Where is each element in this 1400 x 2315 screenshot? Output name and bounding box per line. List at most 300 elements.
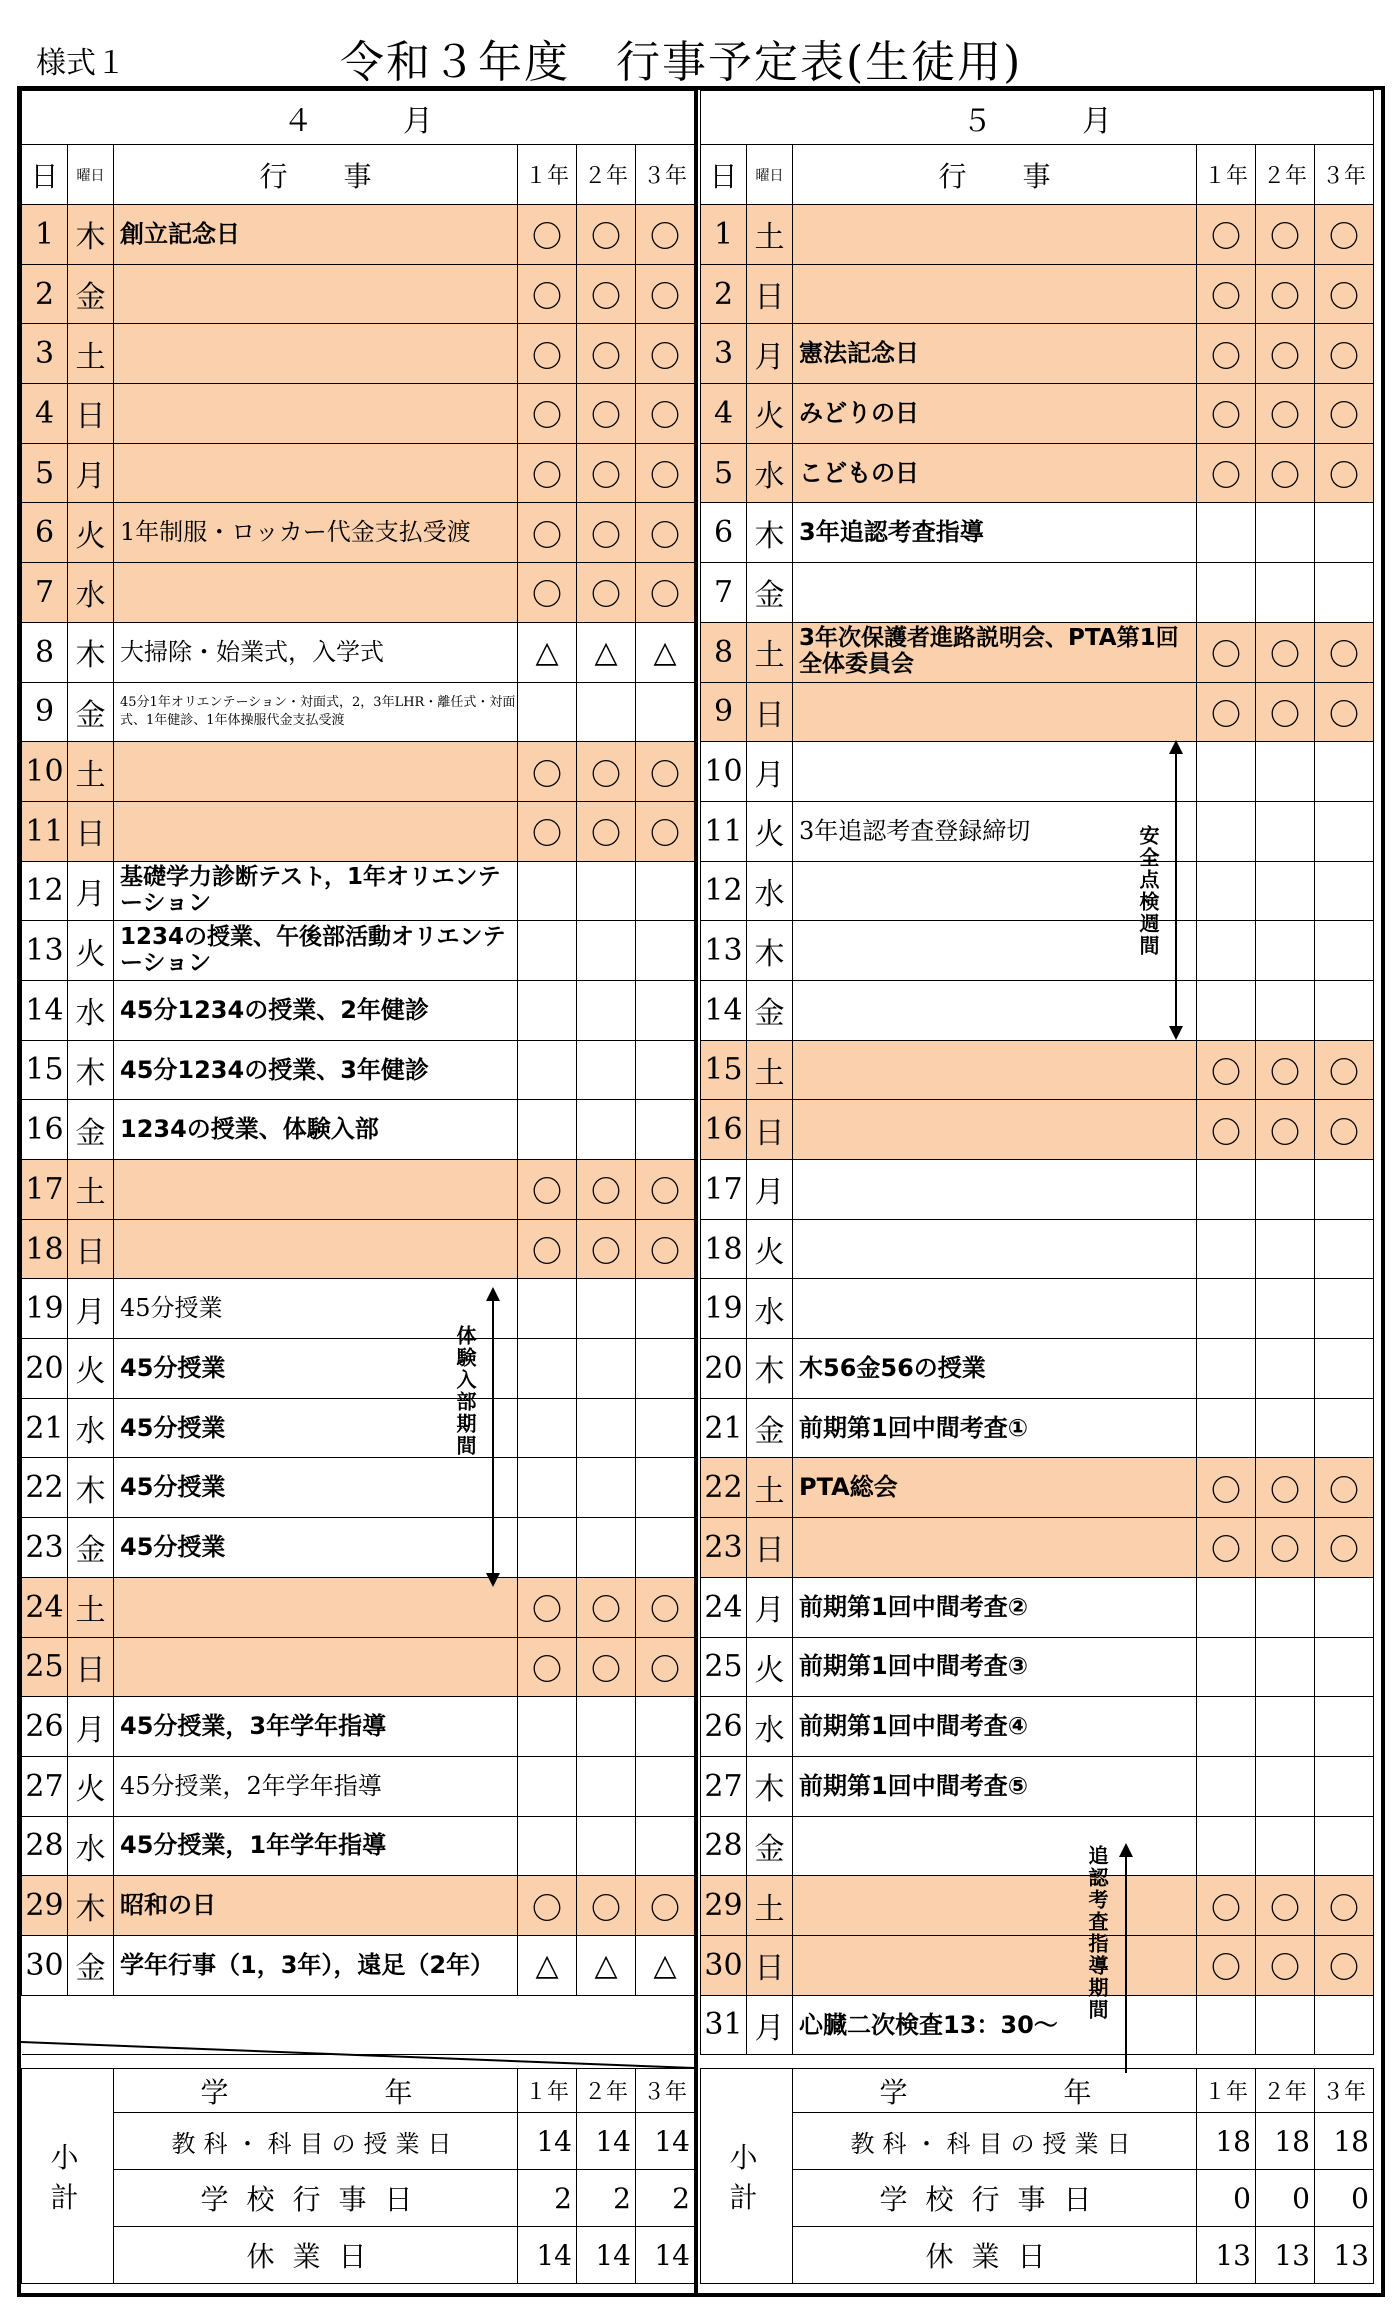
day-row (22, 205, 695, 265)
day-row (22, 563, 695, 623)
summary-value: 13 (1197, 2227, 1256, 2284)
grade2-mark: 〇 (577, 503, 636, 563)
event-text: 45分授業 (114, 1339, 518, 1399)
day-number: 25 (22, 1637, 68, 1697)
subtotal-label: 小 計 (701, 2069, 793, 2284)
weekday: 月 (68, 443, 114, 503)
day-number: 1 (22, 205, 68, 265)
grade2-header: ２年 (1256, 145, 1315, 205)
day-number: 27 (701, 1756, 747, 1816)
weekday: 水 (747, 1279, 793, 1339)
event-text: 45分1234の授業、2年健診 (114, 980, 518, 1040)
grade3-mark (636, 1100, 695, 1160)
grade1-mark: 〇 (1197, 205, 1256, 265)
event-text: こどもの日 (793, 443, 1197, 503)
weekday: 木 (747, 921, 793, 981)
summary-value: 14 (577, 2113, 636, 2170)
grade2-mark: 〇 (577, 205, 636, 265)
grade1-mark: 〇 (1197, 1935, 1256, 1995)
day-header: 日 (22, 145, 68, 205)
grade1-mark (1197, 1398, 1256, 1458)
grade2-mark: 〇 (577, 1876, 636, 1936)
day-row (701, 1756, 1374, 1816)
day-row (701, 1339, 1374, 1399)
day-row (22, 1756, 695, 1816)
grade1-mark (1197, 921, 1256, 981)
day-number: 4 (22, 384, 68, 444)
weekday: 金 (747, 1816, 793, 1876)
safety-week-label: 安全点検週間 (1136, 825, 1160, 957)
trial-club-period-label: 体験入部期間 (453, 1325, 477, 1457)
day-number: 7 (701, 563, 747, 623)
grade2-mark: 〇 (1256, 264, 1315, 324)
day-number: 30 (22, 1935, 68, 1995)
grade3-mark (636, 1756, 695, 1816)
summary-value: 13 (1256, 2227, 1315, 2284)
day-row (22, 1458, 695, 1518)
event-text (793, 682, 1197, 742)
grade2-mark: △ (577, 622, 636, 682)
day-number: 17 (22, 1160, 68, 1220)
weekday: 日 (747, 682, 793, 742)
event-text (793, 1219, 1197, 1279)
day-number: 3 (701, 324, 747, 384)
day-number: 24 (22, 1577, 68, 1637)
summary-row-label: 教科・科目の授業日 (114, 2113, 518, 2170)
grade2-mark: 〇 (577, 1219, 636, 1279)
grade1-mark: 〇 (518, 384, 577, 444)
grade3-mark: 〇 (636, 742, 695, 802)
grade1-mark (518, 861, 577, 921)
day-row (701, 861, 1374, 921)
grade1-mark (518, 1398, 577, 1458)
day-row (701, 1279, 1374, 1339)
day-row (701, 801, 1374, 861)
event-text: 45分授業 (114, 1518, 518, 1578)
summary-row-label: 休業日 (793, 2227, 1197, 2284)
event-text: 前期第1回中間考査⑤ (793, 1756, 1197, 1816)
grade1-mark (518, 1339, 577, 1399)
day-row (22, 324, 695, 384)
grade3-mark (1315, 1160, 1374, 1220)
grade2-mark: 〇 (1256, 622, 1315, 682)
event-text (114, 264, 518, 324)
day-number: 10 (701, 742, 747, 802)
grade1-mark (1197, 1577, 1256, 1637)
day-row (701, 1398, 1374, 1458)
summary-value: 0 (1197, 2170, 1256, 2227)
day-row (22, 503, 695, 563)
summary-grade2: ２年 (1256, 2069, 1315, 2113)
weekday: 木 (747, 503, 793, 563)
column-header-row (701, 145, 1374, 205)
event-text (114, 384, 518, 444)
summary-value: 18 (1197, 2113, 1256, 2170)
weekday: 土 (68, 1160, 114, 1220)
grade1-mark: 〇 (518, 443, 577, 503)
day-number: 21 (701, 1398, 747, 1458)
weekday: 火 (747, 801, 793, 861)
day-row (701, 324, 1374, 384)
weekday: 火 (68, 1339, 114, 1399)
day-row (22, 742, 695, 802)
schedule-sheet (17, 86, 1385, 2297)
grade2-mark (1256, 503, 1315, 563)
day-number: 14 (22, 980, 68, 1040)
grade3-mark (1315, 742, 1374, 802)
day-row (701, 1518, 1374, 1578)
grade2-mark: 〇 (577, 324, 636, 384)
event-text: 学年行事（1，3年），遠足（2年） (114, 1935, 518, 1995)
event-text (114, 742, 518, 802)
weekday: 金 (68, 1935, 114, 1995)
summary-value: 14 (577, 2227, 636, 2284)
grade3-mark (1315, 980, 1374, 1040)
grade-header: 学 年 (793, 2069, 1197, 2113)
day-number: 23 (701, 1518, 747, 1578)
event-text: 前期第1回中間考査③ (793, 1637, 1197, 1697)
grade2-mark (577, 921, 636, 981)
grade3-mark: 〇 (636, 1160, 695, 1220)
grade3-mark: 〇 (636, 324, 695, 384)
day-number: 29 (22, 1876, 68, 1936)
grade1-mark (1197, 742, 1256, 802)
makeup-exam-period-label: 追認考査指導期間 (1085, 1845, 1109, 2021)
summary-value: 18 (1256, 2113, 1315, 2170)
event-text: 45分授業，2年学年指導 (114, 1756, 518, 1816)
grade1-mark: 〇 (1197, 443, 1256, 503)
day-row (22, 264, 695, 324)
grade3-mark: 〇 (636, 264, 695, 324)
weekday: 金 (747, 563, 793, 623)
form-label: 様式１ (36, 46, 126, 81)
grade3-mark (636, 1458, 695, 1518)
event-text (793, 264, 1197, 324)
weekday: 土 (68, 1577, 114, 1637)
grade1-mark (518, 1697, 577, 1757)
grade3-header: ３年 (636, 145, 695, 205)
grade3-mark: 〇 (636, 205, 695, 265)
weekday: 金 (747, 980, 793, 1040)
grade3-mark (1315, 921, 1374, 981)
grade1-mark: 〇 (1197, 1458, 1256, 1518)
weekday: 土 (68, 742, 114, 802)
grade3-mark (1315, 1398, 1374, 1458)
grade2-mark (1256, 1577, 1315, 1637)
day-number: 19 (701, 1279, 747, 1339)
summary-value: 2 (636, 2170, 695, 2227)
grade2-mark (1256, 1756, 1315, 1816)
grade2-mark: 〇 (1256, 205, 1315, 265)
day-row (701, 921, 1374, 981)
weekday: 月 (747, 324, 793, 384)
summary-value: 0 (1315, 2170, 1374, 2227)
event-text: 45分1234の授業、3年健診 (114, 1040, 518, 1100)
day-row (22, 801, 695, 861)
day-number: 2 (22, 264, 68, 324)
day-row (22, 682, 695, 742)
grade3-mark (1315, 1577, 1374, 1637)
day-row (701, 264, 1374, 324)
grade2-mark: 〇 (577, 742, 636, 802)
event-text: PTA総会 (793, 1458, 1197, 1518)
weekday: 水 (747, 861, 793, 921)
grade3-mark: 〇 (1315, 443, 1374, 503)
day-number: 22 (701, 1458, 747, 1518)
event-text: 3年追認考査指導 (793, 503, 1197, 563)
day-number: 17 (701, 1160, 747, 1220)
weekday: 火 (68, 921, 114, 981)
month-divider (694, 90, 698, 2297)
trial-club-period-arrow (483, 1287, 503, 1587)
grade1-mark (1197, 1279, 1256, 1339)
grade1-mark: 〇 (1197, 1040, 1256, 1100)
day-number: 19 (22, 1279, 68, 1339)
grade2-mark: 〇 (577, 1637, 636, 1697)
event-text: 前期第1回中間考査② (793, 1577, 1197, 1637)
event-text (793, 980, 1197, 1040)
event-text (114, 1160, 518, 1220)
column-header-row (22, 145, 695, 205)
weekday: 日 (747, 1935, 793, 1995)
day-row (22, 1219, 695, 1279)
grade3-mark (636, 921, 695, 981)
weekday: 水 (68, 1816, 114, 1876)
day-number: 13 (701, 921, 747, 981)
grade2-mark (577, 1100, 636, 1160)
day-number: 8 (701, 622, 747, 682)
grade2-mark (1256, 1339, 1315, 1399)
day-number: 20 (701, 1339, 747, 1399)
weekday: 水 (68, 1398, 114, 1458)
summary-row (22, 2170, 695, 2227)
day-number: 4 (701, 384, 747, 444)
grade2-mark: 〇 (577, 801, 636, 861)
day-row (701, 563, 1374, 623)
event-text: 憲法記念日 (793, 324, 1197, 384)
summary-value: 14 (636, 2227, 695, 2284)
grade3-mark: 〇 (1315, 1040, 1374, 1100)
summary-value: 14 (636, 2113, 695, 2170)
day-number: 18 (701, 1219, 747, 1279)
day-number: 26 (701, 1697, 747, 1757)
summary-grade2: ２年 (577, 2069, 636, 2113)
grade2-mark: 〇 (577, 1160, 636, 1220)
weekday: 土 (747, 1040, 793, 1100)
day-number: 28 (22, 1816, 68, 1876)
day-number: 12 (22, 861, 68, 921)
day-row (22, 1637, 695, 1697)
grade3-mark (1315, 1697, 1374, 1757)
grade3-mark: 〇 (1315, 1100, 1374, 1160)
day-row (22, 1279, 695, 1339)
grade2-mark (1256, 861, 1315, 921)
day-number: 11 (22, 801, 68, 861)
grade2-mark (577, 1398, 636, 1458)
weekday: 日 (68, 1219, 114, 1279)
grade3-mark: 〇 (1315, 384, 1374, 444)
month-label: ５ 月 (701, 91, 1374, 145)
weekday: 木 (68, 1458, 114, 1518)
summary-value: 2 (518, 2170, 577, 2227)
weekday: 日 (68, 384, 114, 444)
weekday: 土 (747, 205, 793, 265)
grade1-mark (518, 921, 577, 981)
day-row (701, 1697, 1374, 1757)
summary-row (701, 2113, 1374, 2170)
grade1-mark: 〇 (1197, 384, 1256, 444)
grade2-mark (1256, 1160, 1315, 1220)
weekday: 月 (68, 1697, 114, 1757)
grade1-mark: 〇 (1197, 1100, 1256, 1160)
day-row (22, 980, 695, 1040)
event-text (114, 1219, 518, 1279)
grade2-mark (577, 980, 636, 1040)
day-row (22, 443, 695, 503)
grade3-mark: 〇 (636, 563, 695, 623)
day-number: 30 (701, 1935, 747, 1995)
grade3-mark (636, 1279, 695, 1339)
grade1-mark: 〇 (1197, 1876, 1256, 1936)
day-row (701, 622, 1374, 682)
event-text: みどりの日 (793, 384, 1197, 444)
grade2-mark: 〇 (1256, 324, 1315, 384)
summary-row (701, 2227, 1374, 2284)
day-number: 20 (22, 1339, 68, 1399)
grade2-mark: 〇 (1256, 384, 1315, 444)
grade1-mark: 〇 (518, 1219, 577, 1279)
grade3-mark (636, 1398, 695, 1458)
event-text (793, 1160, 1197, 1220)
summary-header-row (22, 2069, 695, 2113)
grade1-mark (1197, 503, 1256, 563)
day-row (701, 384, 1374, 444)
day-row (701, 1816, 1374, 1876)
summary-row-label: 学校行事日 (114, 2170, 518, 2227)
summary-row (22, 2113, 695, 2170)
grade2-mark: 〇 (1256, 1876, 1315, 1936)
grade2-mark (1256, 563, 1315, 623)
may-table (700, 90, 1374, 2055)
grade3-mark: 〇 (636, 1876, 695, 1936)
day-number: 24 (701, 1577, 747, 1637)
event-text: 45分授業，1年学年指導 (114, 1816, 518, 1876)
weekday: 日 (68, 801, 114, 861)
grade3-mark (1315, 1995, 1374, 2055)
grade2-mark (1256, 742, 1315, 802)
grade2-mark (1256, 1398, 1315, 1458)
grade2-mark (577, 1339, 636, 1399)
day-row (22, 1160, 695, 1220)
day-number: 9 (701, 682, 747, 742)
day-row (22, 1697, 695, 1757)
grade-header: 学 年 (114, 2069, 518, 2113)
day-number: 14 (701, 980, 747, 1040)
day-number: 29 (701, 1876, 747, 1936)
weekday: 土 (747, 1876, 793, 1936)
event-text (793, 1100, 1197, 1160)
event-header: 行 事 (114, 145, 518, 205)
weekday: 日 (68, 1637, 114, 1697)
summary-row-label: 休業日 (114, 2227, 518, 2284)
weekday: 水 (747, 1697, 793, 1757)
summary-value: 13 (1315, 2227, 1374, 2284)
weekday: 日 (747, 1100, 793, 1160)
grade2-mark (577, 1040, 636, 1100)
grade3-mark: △ (636, 622, 695, 682)
grade1-mark (1197, 980, 1256, 1040)
day-number: 27 (22, 1756, 68, 1816)
grade1-mark (518, 980, 577, 1040)
grade3-mark (1315, 1756, 1374, 1816)
grade3-mark (636, 1339, 695, 1399)
event-text: 基礎学力診断テスト，1年オリエンテーション (114, 861, 518, 921)
day-number: 26 (22, 1697, 68, 1757)
grade1-mark (518, 1040, 577, 1100)
grade1-mark (518, 1756, 577, 1816)
day-row (701, 980, 1374, 1040)
day-number: 6 (22, 503, 68, 563)
weekday: 金 (68, 1100, 114, 1160)
grade3-mark (636, 1518, 695, 1578)
weekday: 水 (68, 980, 114, 1040)
summary-value: 14 (518, 2227, 577, 2284)
weekday: 月 (68, 1279, 114, 1339)
event-text: 45分授業 (114, 1279, 518, 1339)
grade1-mark: △ (518, 1935, 577, 1995)
grade2-mark: 〇 (1256, 1935, 1315, 1995)
grade1-mark: 〇 (518, 801, 577, 861)
summary-grade3: ３年 (1315, 2069, 1374, 2113)
grade3-mark: 〇 (636, 1637, 695, 1697)
grade1-mark: 〇 (518, 503, 577, 563)
grade1-mark (1197, 1637, 1256, 1697)
summary-grade1: １年 (518, 2069, 577, 2113)
day-row (22, 384, 695, 444)
grade3-mark: 〇 (636, 801, 695, 861)
event-text: 1234の授業、午後部活動オリエンテーション (114, 921, 518, 981)
summary-value: 18 (1315, 2113, 1374, 2170)
safety-week-arrow (1166, 740, 1186, 1040)
day-number: 22 (22, 1458, 68, 1518)
weekday: 金 (747, 1398, 793, 1458)
day-number: 7 (22, 563, 68, 623)
day-number: 10 (22, 742, 68, 802)
grade3-mark: 〇 (636, 443, 695, 503)
day-number: 16 (701, 1100, 747, 1160)
weekday: 土 (747, 622, 793, 682)
day-header: 日 (701, 145, 747, 205)
weekday-header: 曜日 (747, 145, 793, 205)
grade3-mark (1315, 1339, 1374, 1399)
weekday: 土 (68, 324, 114, 384)
grade3-mark: 〇 (1315, 324, 1374, 384)
event-text: 45分授業 (114, 1398, 518, 1458)
event-text: 木56金56の授業 (793, 1339, 1197, 1399)
grade3-mark: 〇 (1315, 264, 1374, 324)
event-text: 創立記念日 (114, 205, 518, 265)
grade2-mark (1256, 1697, 1315, 1757)
grade1-mark (518, 1100, 577, 1160)
event-text: 1234の授業、体験入部 (114, 1100, 518, 1160)
day-number: 11 (701, 801, 747, 861)
grade3-mark (636, 980, 695, 1040)
event-text (114, 563, 518, 623)
day-number: 1 (701, 205, 747, 265)
grade2-mark (1256, 801, 1315, 861)
event-text: 45分授業 (114, 1458, 518, 1518)
day-row (701, 503, 1374, 563)
